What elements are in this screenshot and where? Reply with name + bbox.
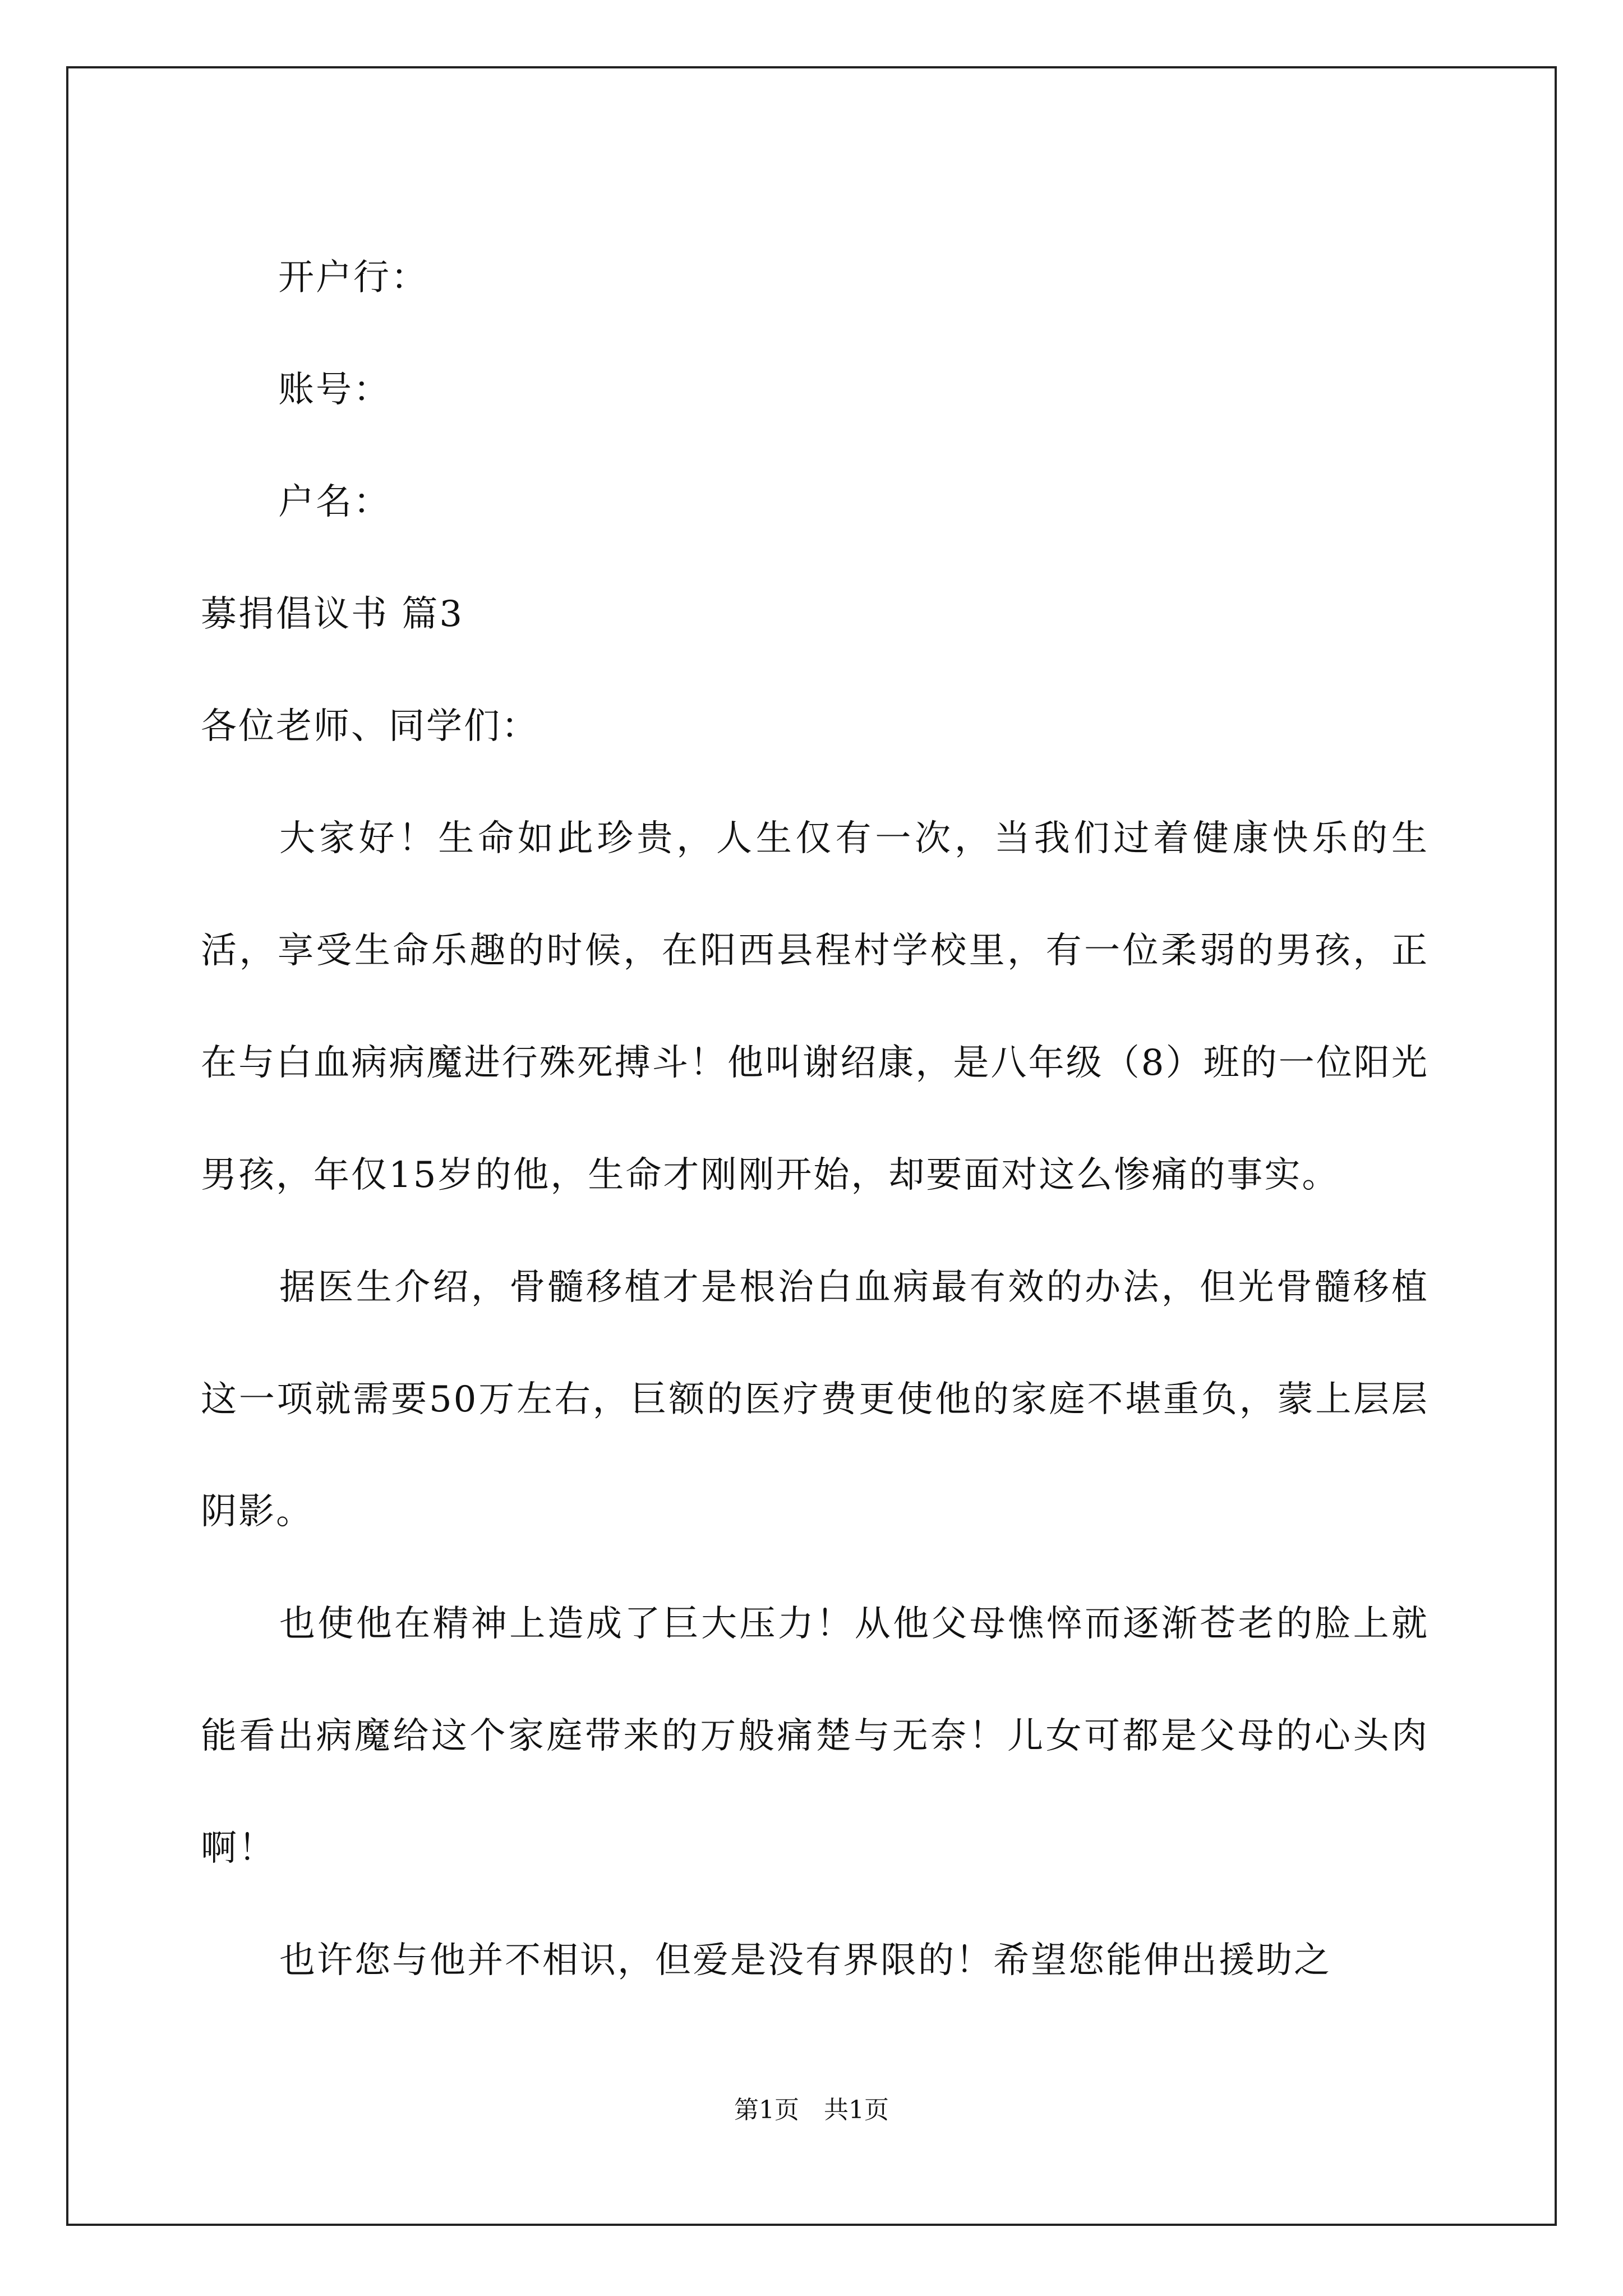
paragraph-3: 也使他在精神上造成了巨大压力！从他父母憔悴而逐渐苍老的脸上就能看出病魔给这个家庭带来的万般痛楚与无奈！儿女可都是父母的心头肉啊！ [201,1603,1429,1869]
paragraph-4: 也许您与他并不相识，但爱是没有界限的！希望您能伸出援助之 [279,1940,1331,1981]
page-footer: 第1页 共1页 [734,2096,889,2124]
salutation: 各位老师、同学们： [201,706,539,747]
account-name-field: 户名： [278,481,391,523]
bank-field: 开户行： [278,257,428,298]
document-body [201,222,1429,2017]
section-heading: 募捐倡议书 篇3 [201,593,464,635]
paragraph-1: 大家好！生命如此珍贵，人生仅有一次，当我们过着健康快乐的生活，享受生命乐趣的时候，在阳西县程村学校里，有一位柔弱的男孩，正在与白血病病魔进行殊死搏斗！他叫谢绍康，是八年级（8）班的一位阳光男孩，年仅15岁的他，生命才刚刚开始，却要面对这么惨痛的事实。 [201,818,1429,1196]
paragraph-2: 据医生介绍，骨髓移植才是根治白血病最有效的办法，但光骨髓移植这一项就需要50万左右，巨额的医疗费更使他的家庭不堪重负，蒙上层层阴影。 [201,1267,1429,1533]
account-number-field: 账号： [278,369,391,411]
